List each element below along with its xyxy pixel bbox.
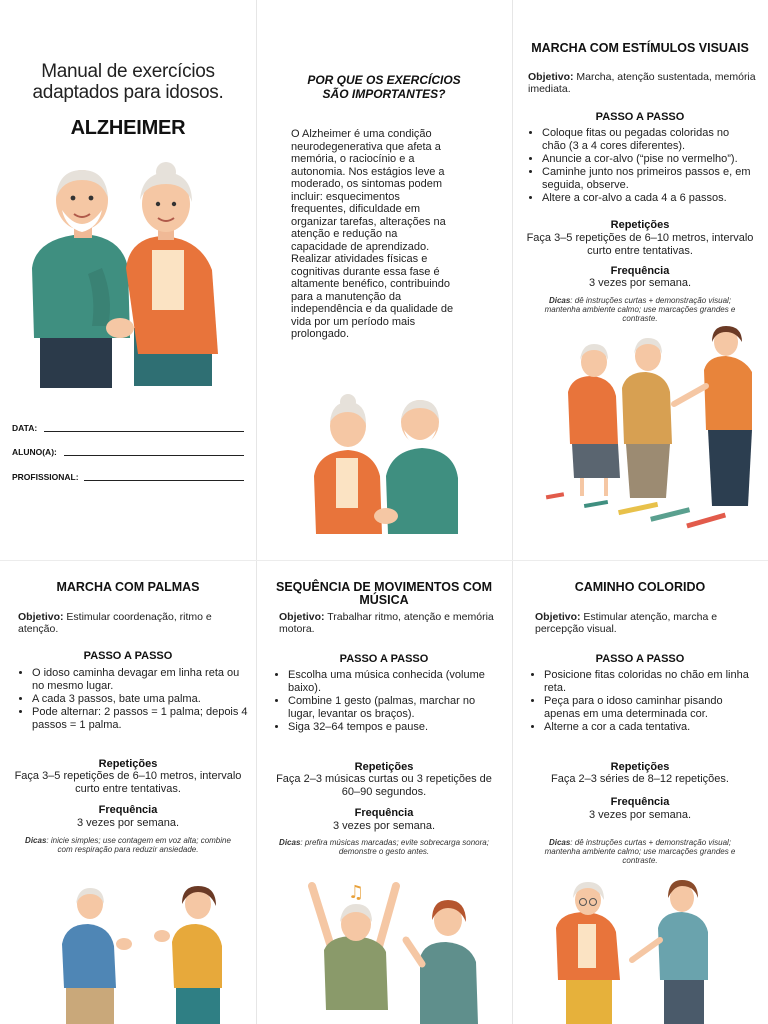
objective-label: Objetivo:	[528, 71, 574, 83]
objective-text: imediata.	[528, 83, 571, 95]
panel3-objective	[528, 71, 758, 95]
music-note-icon: ♫	[348, 882, 365, 903]
elderly-couple-small-illustration	[308, 392, 464, 540]
music-movement-illustration	[304, 880, 490, 1024]
panel5-title-line2: MÚSICA	[359, 593, 409, 607]
step-item: • Combine 1 gesto (palmas, marchar no lugar, levantar os braços).	[288, 695, 504, 721]
why-line: memória, o raciocínio e a	[291, 153, 415, 165]
panel3-steps	[528, 127, 760, 205]
professional-label: PROFISSIONAL:	[12, 472, 79, 482]
why-line: O Alzheimer é uma condição	[291, 128, 432, 140]
panel5-steps-title: PASSO A PASSO	[339, 653, 429, 665]
why-line: organizar tarefas, alterações na	[291, 215, 446, 228]
panel6-objective: Objetivo: Estimular atenção, marcha e percepção visual.	[535, 611, 718, 635]
panel5-title-line1: SEQUÊNCIA DE MOVIMENTOS COM	[276, 580, 492, 594]
why-line: prolongado.	[291, 328, 350, 340]
panel6-steps-title: PASSO A PASSO	[595, 653, 685, 665]
panel3-steps-title: PASSO A PASSO	[595, 111, 685, 123]
reps-line: curto entre tentativas.	[587, 244, 693, 257]
panel3-tips: Dicas: dê instruções curtas + demonstração visual; mantenha ambiente calmo; use marcações grandes e contraste.	[544, 296, 736, 323]
date-line[interactable]	[44, 431, 244, 432]
panel6-freq-title: Frequência	[610, 796, 670, 808]
why-line: vida por um período mais	[291, 315, 416, 328]
panel4-freq-title: Frequência	[98, 804, 158, 816]
panel6-steps	[530, 669, 762, 734]
step-item: • Escolha uma música conhecida (volume baixo).	[288, 669, 504, 695]
step-item: • Anuncie a cor-alvo (“pise no vermelho”).	[542, 153, 760, 166]
why-line: independência e da qualidade de	[291, 303, 454, 315]
why-heading-line1: POR QUE OS EXERCÍCIOS	[307, 73, 461, 87]
step-item: • Alterne a cor a cada tentativa.	[544, 721, 762, 734]
panel5-freq-title: Frequência	[354, 807, 414, 819]
panel5-reps: Faça 2–3 músicas curtas ou 3 repetições de 60–90 segundos.	[276, 773, 492, 798]
colored-path-illustration	[548, 880, 718, 1024]
why-line: para a manutenção da	[291, 290, 402, 303]
objective-text: Marcha, atenção sustentada, memória	[573, 71, 756, 83]
why-line: altamente benéfico, contribuindo	[291, 278, 450, 290]
panel4-title: MARCHA COM PALMAS	[56, 580, 200, 594]
panel4-steps	[18, 667, 250, 732]
fold-line-left	[256, 0, 257, 1024]
student-label: ALUNO(A):	[12, 447, 57, 457]
why-line: moderado, os sintomas podem	[291, 178, 443, 190]
why-line: atenção e redução na	[291, 228, 398, 240]
step-item: • Altere a cor-alvo a cada 4 a 6 passos.	[542, 192, 760, 205]
panel4-objective: Objetivo: Estimular coordenação, ritmo e atenção.	[18, 611, 212, 635]
student-line[interactable]	[64, 455, 244, 456]
why-line: autonomia. Nos estágios leve a	[291, 165, 445, 178]
reps-line: Faça 3–5 repetições de 6–10 metros, intervalo	[526, 232, 754, 244]
why-body	[291, 128, 506, 341]
panel4-steps-title: PASSO A PASSO	[83, 650, 173, 662]
page-divider	[0, 560, 768, 561]
visual-walk-illustration	[542, 326, 762, 540]
panel5-reps-title: Repetições	[354, 761, 414, 773]
why-line: neurodegenerativa que afeta a	[291, 140, 441, 153]
panel4-reps-title: Repetições	[98, 758, 158, 770]
step-item: • Caminhe junto nos primeiros passos e, em seguida, observe.	[542, 166, 760, 192]
why-line: cognitivas durante essa fase é	[291, 265, 440, 278]
panel4-freq: 3 vezes por semana.	[76, 817, 180, 829]
step-item: • Siga 32–64 tempos e pause.	[288, 721, 504, 734]
step-item: • A cada 3 passos, bate uma palma.	[32, 693, 250, 706]
panel6-tips: Dicas: dê instruções curtas + demonstração visual; mantenha ambiente calmo; use marcações grandes e contraste.	[544, 838, 736, 865]
manual-title-line2: adaptados para idosos.	[32, 82, 224, 103]
brand-title: ALZHEIMER	[70, 117, 186, 139]
date-label: DATA:	[12, 423, 38, 433]
panel6-freq: 3 vezes por semana.	[588, 809, 692, 821]
why-line: frequentes, dificuldade em	[291, 203, 421, 215]
fold-line-right	[512, 0, 513, 1024]
panel5-objective: Objetivo: Trabalhar ritmo, atenção e memória motora.	[279, 611, 494, 635]
panel4-reps: Faça 3–5 repetições de 6–10 metros, intervalo curto entre tentativas.	[14, 770, 242, 795]
tips-label: Dicas	[548, 296, 571, 305]
panel5-steps	[274, 669, 504, 734]
objective-label: Objetivo:	[18, 611, 64, 623]
why-line: capacidade de aprendizado.	[291, 240, 430, 253]
panel3-reps	[512, 232, 768, 257]
clapping-illustration	[54, 884, 230, 1024]
panel5-tips: Dicas: prefira músicas marcadas; evite sobrecarga sonora; demonstre o gesto antes.	[279, 838, 489, 856]
step-item: • Posicione fitas coloridas no chão em linha reta.	[544, 669, 762, 695]
panel6-reps-title: Repetições	[610, 761, 670, 773]
step-item: • Pode alternar: 2 passos = 1 palma; depois 4 passos = 1 palma.	[32, 706, 250, 732]
panel5-freq: 3 vezes por semana.	[332, 820, 436, 832]
panel6-reps: Faça 2–3 séries de 8–12 repetições.	[551, 773, 729, 785]
step-item: • Peça para o idoso caminhar pisando apenas em uma determinada cor.	[544, 695, 762, 721]
panel3-title: MARCHA COM ESTÍMULOS VISUAIS	[531, 41, 749, 55]
why-line: Realizar atividades físicas e	[291, 253, 428, 265]
elderly-couple-illustration	[22, 158, 232, 388]
step-item: • Coloque fitas ou pegadas coloridas no chão (3 a 4 cores diferentes).	[542, 127, 760, 153]
panel3-reps-title: Repetições	[610, 219, 670, 231]
professional-line[interactable]	[84, 480, 244, 481]
panel3-freq: 3 vezes por semana.	[588, 277, 692, 289]
panel4-tips: Dicas: inicie simples; use contagem em voz alta; combine com respiração para reduzir ansiedade.	[25, 836, 231, 854]
panel3-freq-title: Frequência	[610, 265, 670, 277]
panel6-title: CAMINHO COLORIDO	[574, 580, 706, 594]
manual-title-line1: Manual de exercícios	[41, 61, 215, 82]
why-line: incluir: esquecimentos	[291, 190, 400, 203]
why-heading-line2: SÃO IMPORTANTES?	[322, 87, 446, 101]
step-item: • O idoso caminha devagar em linha reta ou no mesmo lugar.	[32, 667, 250, 693]
